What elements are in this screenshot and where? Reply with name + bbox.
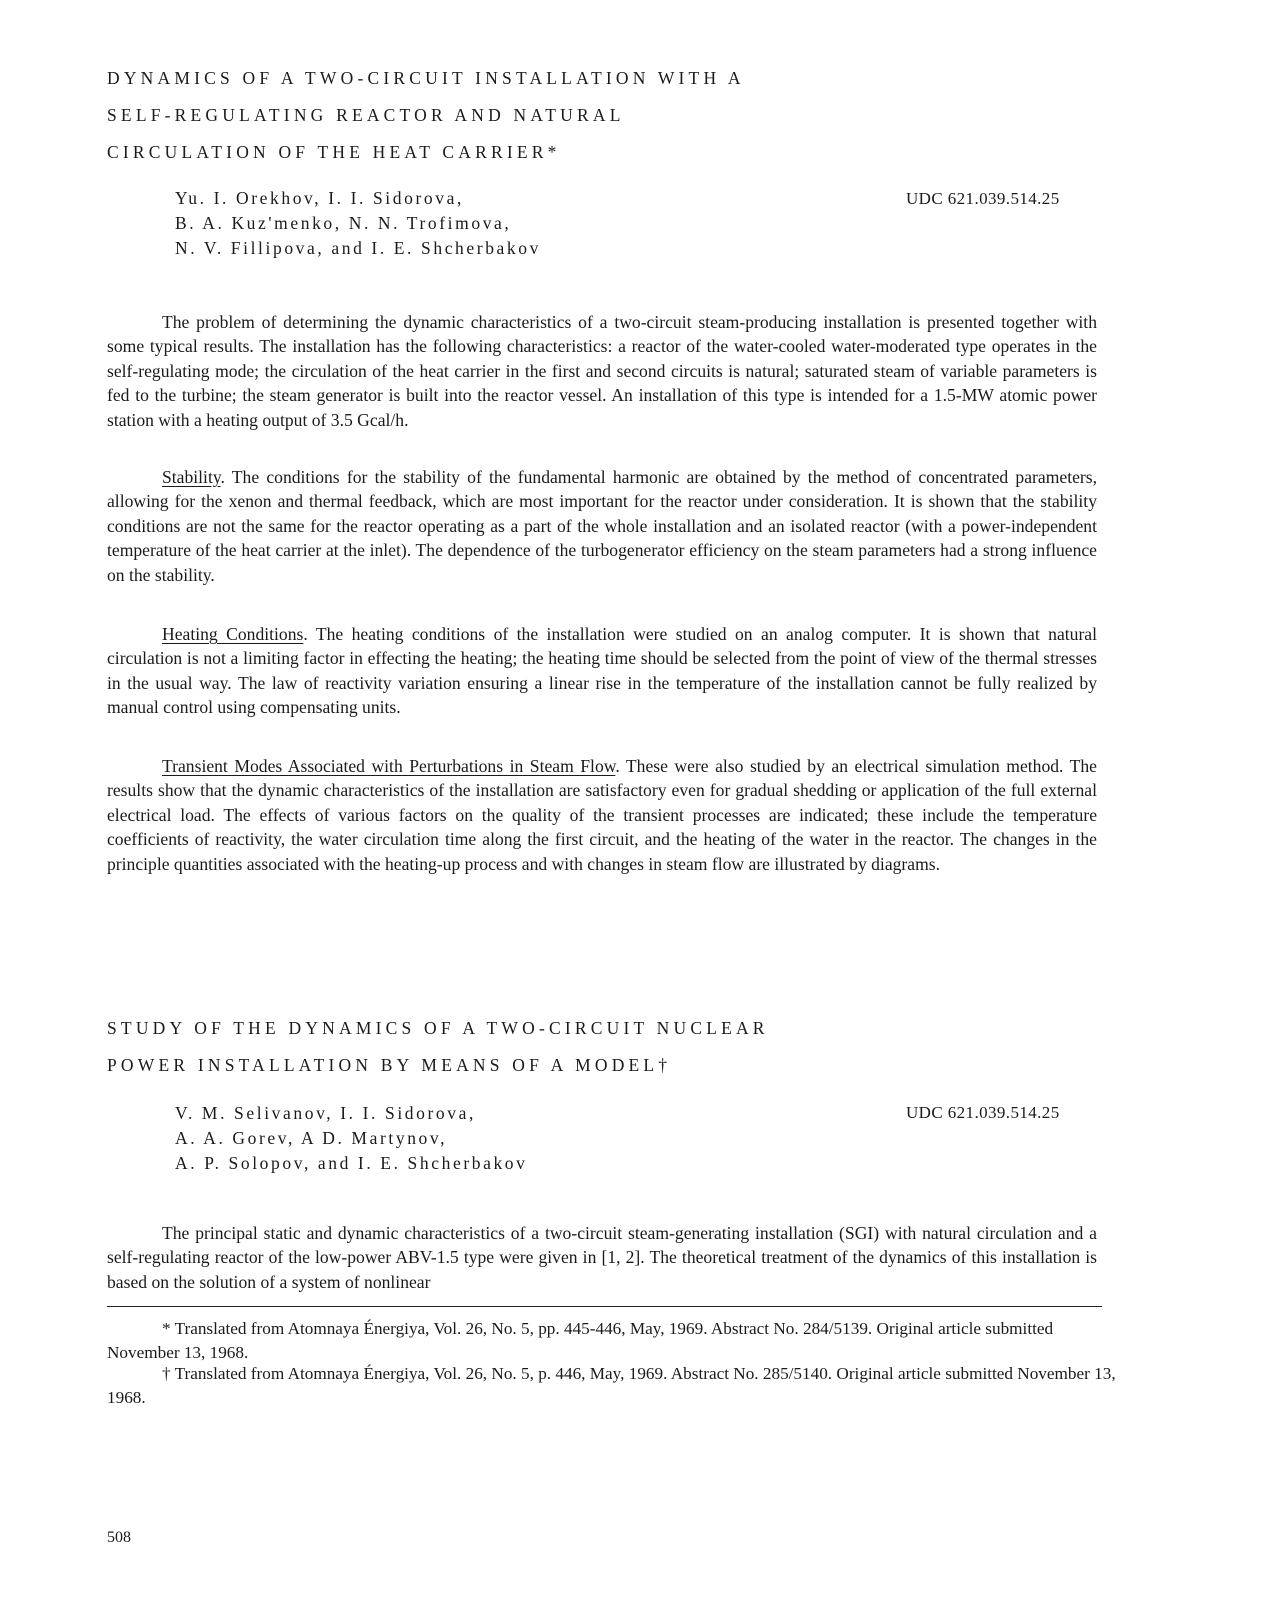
article2-title-line-1: STUDY OF THE DYNAMICS OF A TWO-CIRCUIT NUCLEAR [107,1018,769,1038]
article1-title-line-1: DYNAMICS OF A TWO-CIRCUIT INSTALLATION WITH A [107,68,745,88]
article2-udc: UDC 621.039.514.25 [906,1103,1060,1122]
article1-title-line-3: CIRCULATION OF THE HEAT CARRIER* [107,142,561,162]
footnote-divider [107,1306,1102,1307]
author-line: N. V. Fillipova, and I. E. Shcherbakov [175,238,541,258]
author-line: A. A. Gorev, A D. Martynov, [175,1128,448,1148]
footnote-2: † Translated from Atomnaya Énergiya, Vol. 26, No. 5, p. 446, May, 1969. Abstract No. 285/5140. Original article submitted November 13, 1968. [107,1364,1116,1407]
stability-text: . The conditions for the stability of the fundamental harmonic are obtained by the method of concentrated parameters, allowing for the xenon and thermal feedback, which are most important for the reactor under consideration. It is shown that the stability conditions are not the same for the reactor operating as a part of the whole installation and an isolated reactor (with a power-independent temperature of the heat carrier at the inlet). The dependence of the turbogenerator efficiency on the steam parameters had a strong influence on the stability. [107,467,1097,585]
footnote-1: * Translated from Atomnaya Énergiya, Vol. 26, No. 5, pp. 445-446, May, 1969. Abstract No. 284/5139. Original article submitted November 13, 1968. [107,1319,1054,1362]
page-number: 508 [107,1529,131,1546]
heating-text: . The heating conditions of the installation were studied on an analog computer. It is shown that natural circulation is not a limiting factor in effecting the heating; the heating time should be selected from the point of view of the thermal stresses in the usual way. The law of reactivity variation ensuring a linear rise in the temperature of the installation cannot be fully realized by manual control using compensating units. [107,624,1097,718]
article2-authors [175,1101,528,1176]
transient-heading: Transient Modes Associated with Perturbations in Steam Flow [162,756,616,776]
article1-authors [175,186,541,261]
author-line: A. P. Solopov, and I. E. Shcherbakov [175,1153,528,1173]
article1-abstract: The problem of determining the dynamic characteristics of a two-circuit steam-producing installation is presented together with some typical results. The installation has the following characteristics: a reactor of the water-cooled water-moderated type operates in the self-regulating mode; the circulation of the heat carrier in the first and second circuits is natural; saturated steam of variable parameters is fed to the turbine; the steam generator is built into the reactor vessel. An installation of this type is intended for a 1.5-MW atomic power station with a heating output of 3.5 Gcal/h. [107,312,1097,430]
heating-paragraph [107,622,1097,720]
transient-paragraph [107,754,1097,876]
article2-title-line-2: POWER INSTALLATION BY MEANS OF A MODEL† [107,1055,672,1075]
author-line: Yu. I. Orekhov, I. I. Sidorova, [175,188,464,208]
article1-udc: UDC 621.039.514.25 [906,189,1060,208]
heating-heading: Heating Conditions [162,624,304,644]
stability-paragraph [107,465,1097,587]
stability-heading: Stability [162,467,221,487]
article2-text: The principal static and dynamic characteristics of a two-circuit steam-generating installation (SGI) with natural circulation and a self-regulating reactor of the low-power ABV-1.5 type were given in [1, 2]. The theoretical treatment of the dynamics of this installation is based on the solution of a system of nonlinear [107,1223,1097,1292]
author-line: V. M. Selivanov, I. I. Sidorova, [175,1103,476,1123]
author-line: B. A. Kuz'menko, N. N. Trofimova, [175,213,512,233]
transient-text: . These were also studied by an electrical simulation method. The results show that the dynamic characteristics of the installation are satisfactory even for gradual shedding or application of the full external electrical load. The effects of various factors on the quality of the transient processes are indicated; these include the temperature coefficients of reactivity, the water circulation time along the first circuit, and the heating of the water in the reactor. The changes in the principle quantities associated with the heating-up process and with changes in steam flow are illustrated by diagrams. [107,756,1097,874]
article1-title-line-2: SELF-REGULATING REACTOR AND NATURAL [107,105,625,125]
